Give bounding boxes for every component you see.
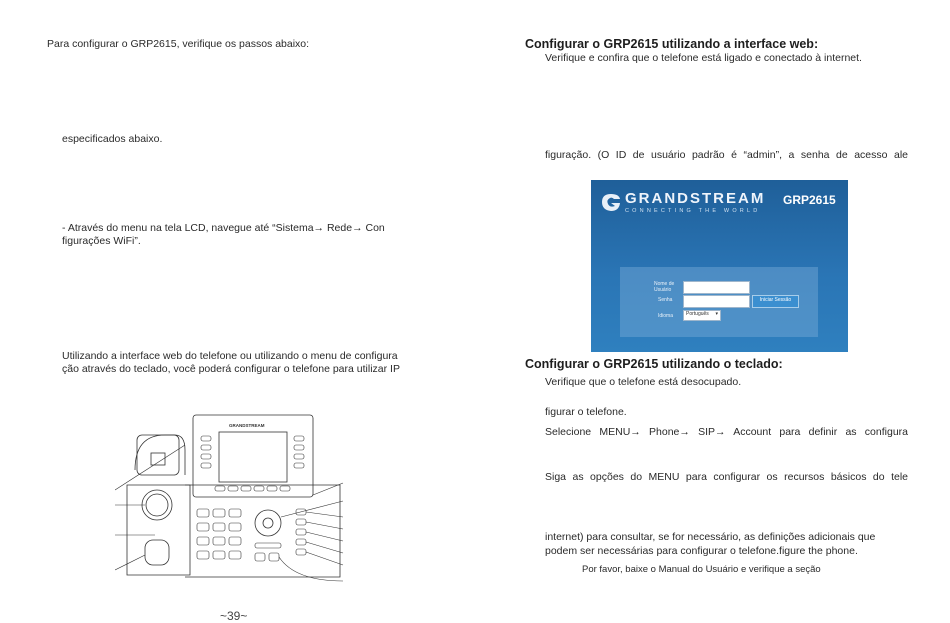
username-label-line-2: Usuário bbox=[654, 287, 672, 293]
keypad-step-internet-line-2: podem ser necessárias para configurar o telefone.figure the phone. bbox=[545, 545, 858, 557]
phone-illustration bbox=[115, 405, 355, 595]
keypad-config-heading: Configurar o GRP2615 utilizando o teclado: bbox=[525, 357, 783, 371]
username-input[interactable] bbox=[683, 281, 750, 294]
lcd-instruction-line-2: figurações WiFi”. bbox=[62, 235, 141, 247]
language-label: Idioma bbox=[658, 313, 674, 319]
language-select-value: Português bbox=[686, 311, 709, 317]
login-panel bbox=[620, 267, 818, 337]
web-config-line-2: ção através do teclado, você poderá configurar o telefone para utilizar IP bbox=[62, 363, 400, 375]
login-button[interactable]: Iniciar Sessão bbox=[752, 295, 799, 308]
keypad-step-menu-phone: Selecione MENU→ Phone→ SIP→ Account para definir as configura bbox=[545, 426, 908, 438]
web-config-line-1: Utilizando a interface web do telefone ou utilizando o menu de configura bbox=[62, 350, 398, 362]
login-tagline: CONNECTING THE WORLD bbox=[625, 208, 761, 214]
manual-note: Por favor, baixe o Manual do Usuário e verifique a seção bbox=[582, 564, 821, 575]
web-step-config: figuração. (O ID de usuário padrão é “admin”, a senha de acesso ale bbox=[545, 149, 908, 161]
login-brand: GRANDSTREAM bbox=[625, 190, 766, 207]
username-label-line-1: Nome de bbox=[654, 281, 675, 287]
page-number: ~39~ bbox=[220, 609, 248, 623]
specified-text: especificados abaixo. bbox=[62, 133, 163, 145]
language-select[interactable] bbox=[683, 310, 721, 321]
keypad-step-menu-options: Siga as opções do MENU para configurar os recursos básicos do tele bbox=[545, 471, 908, 483]
intro-text: Para configurar o GRP2615, verifique os passos abaixo: bbox=[47, 38, 310, 50]
lcd-instruction-line-1: - Através do menu na tela LCD, navegue até “Sistema→ Rede→ Con bbox=[62, 222, 385, 234]
web-step-power: Verifique e confira que o telefone está ligado e conectado à internet. bbox=[545, 52, 862, 64]
grandstream-logo-icon bbox=[599, 190, 623, 214]
password-label: Senha bbox=[658, 297, 673, 303]
phone-brand-label: GRANDSTREAM bbox=[229, 423, 265, 428]
chevron-down-icon: ▾ bbox=[715, 311, 718, 317]
login-model: GRP2615 bbox=[783, 193, 836, 207]
keypad-step-idle: Verifique que o telefone está desocupado. bbox=[545, 376, 742, 388]
web-login-screenshot bbox=[591, 180, 848, 352]
keypad-step-internet-line-1: internet) para consultar, se for necessário, as definições adicionais que bbox=[545, 531, 876, 543]
keypad-step-configure: figurar o telefone. bbox=[545, 406, 627, 418]
password-input[interactable] bbox=[683, 295, 750, 308]
web-config-heading: Configurar o GRP2615 utilizando a interface web: bbox=[525, 37, 819, 51]
